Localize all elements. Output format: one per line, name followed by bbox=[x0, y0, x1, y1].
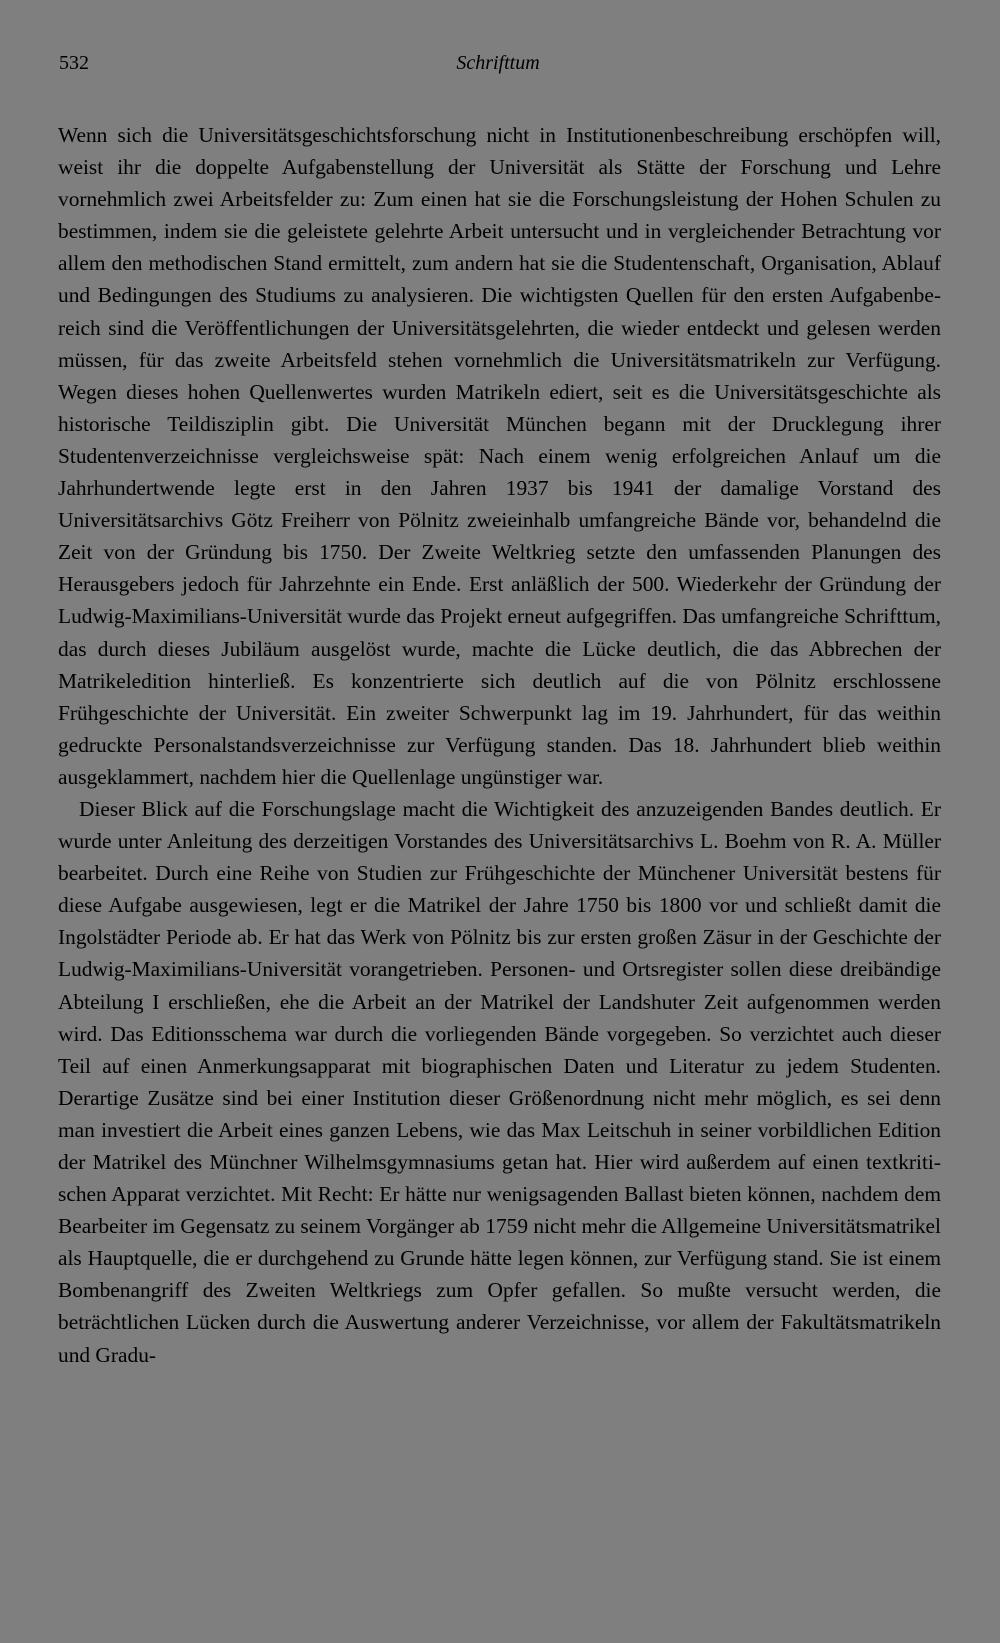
running-head: Schrifttum bbox=[456, 52, 540, 74]
paragraph-2: Dieser Blick auf die Forschungslage macht die Wichtigkeit des anzuzeigenden Bandes deutlich. Er wurde unter Anleitung des derzeitigen Vorstandes des Universitätsarchivs L. Boehm von R. A. Müller bearbeitet. Durch eine Reihe von Studien zur Frühgeschichte der Münchener Universität bestens für diese Aufgabe ausgewiesen, legt er die Matrikel der Jahre 1750 bis 1800 vor und schließt damit die Ingolstädter Periode ab. Er hat das Werk von Pölnitz bis zur ersten großen Zäsur in der Geschichte der Ludwig-Maximilians-Universität vorangetrieben. Personen- und Ortsregister sollen diese dreibändige Abteilung I erschließen, ehe die Arbeit an der Matrikel der Landshuter Zeit aufgenommen werden wird. Das Editionsschema war durch die vorliegenden Bände vorgegeben. So verzichtet auch dieser Teil auf einen Anmerkungsapparat mit biographischen Daten und Literatur zu jedem Studenten. Derartige Zusätze sind bei einer Institution dieser Größenordnung nicht mehr möglich, es sei denn man investiert die Arbeit eines ganzen Lebens, wie das Max Leitschuh in seiner vorbildlichen Edition der Matrikel des Münchner Wilhelmsgymnasiums getan hat. Hier wird außerdem auf einen textkritischen Apparat verzichtet. Mit Recht: Er hätte nur wenigsagenden Ballast bieten können, nachdem dem Bearbeiter im Gegensatz zu seinem Vorgänger ab 1759 nicht mehr die Allgemeine Universitätsmatrikel als Hauptquelle, die er durchgehend zu Grunde hätte legen können, zur Verfügung stand. Sie ist einem Bombenangriff des Zweiten Weltkriegs zum Opfer gefallen. So mußte versucht werden, die beträchtlichen Lücken durch die Auswertung anderer Verzeichnisse, vor allem der Fakultätsmatrikeln und Gradu- bbox=[58, 796, 941, 1367]
paragraph-1: Wenn sich die Universitätsgeschichtsforschung nicht in Institutionenbeschreibung erschöpfen will, weist ihr die doppelte Aufgabenstellung der Universität als Stätte der Forschung und Lehre vornehmlich zwei Arbeitsfelder zu: Zum einen hat sie die Forschungsleistung der Hohen Schulen zu bestimmen, indem sie die geleistete gelehrte Arbeit untersucht und in vergleichender Betrachtung vor allem den methodischen Stand ermittelt, zum andern hat sie die Studentenschaft, Organisation, Ablauf und Bedingungen des Studiums zu analysieren. Die wichtigsten Quellen für den ersten Aufgabenbereich sind die Veröffentlichungen der Universitätsgelehrten, die wieder entdeckt und gelesen werden müssen, für das zweite Arbeitsfeld stehen vornehmlich die Universitätsmatrikeln zur Verfügung. Wegen dieses hohen Quellenwertes wurden Matrikeln ediert, seit es die Universitätsgeschichte als historische Teildisziplin gibt. Die Universität München begann mit der Drucklegung ihrer Studentenverzeichnisse vergleichsweise spät: Nach einem wenig erfolgreichen Anlauf um die Jahrhundertwende legte erst in den Jahren 1937 bis 1941 der damalige Vorstand des Universitätsarchivs Götz Freiherr von Pölnitz zweieinhalb umfangreiche Bände vor, behandelnd die Zeit von der Gründung bis 1750. Der Zweite Weltkrieg setzte den umfassenden Planungen des Herausgebers jedoch für Jahrzehnte ein Ende. Erst anläßlich der 500. Wiederkehr der Gründung der Ludwig-Maximilians-Universität wurde das Projekt erneut aufgegriffen. Das umfangreiche Schrifttum, das durch dieses Jubiläum ausgelöst wurde, machte die Lücke deutlich, die das Abbrechen der Matrikeledition hinterließ. Es konzentrierte sich deutlich auf die von Pölnitz erschlossene Frühgeschichte der Universität. Ein zweiter Schwerpunkt lag im 19. Jahrhundert, für das weithin gedruckte Personalstandsverzeichnisse zur Verfügung standen. Das 18. Jahrhundert blieb weithin ausgeklammert, nachdem hier die Quellenlage ungünstiger war. bbox=[58, 123, 941, 789]
body-text bbox=[58, 119, 941, 1371]
page-number: 532 bbox=[59, 52, 89, 74]
page-header bbox=[59, 52, 937, 82]
